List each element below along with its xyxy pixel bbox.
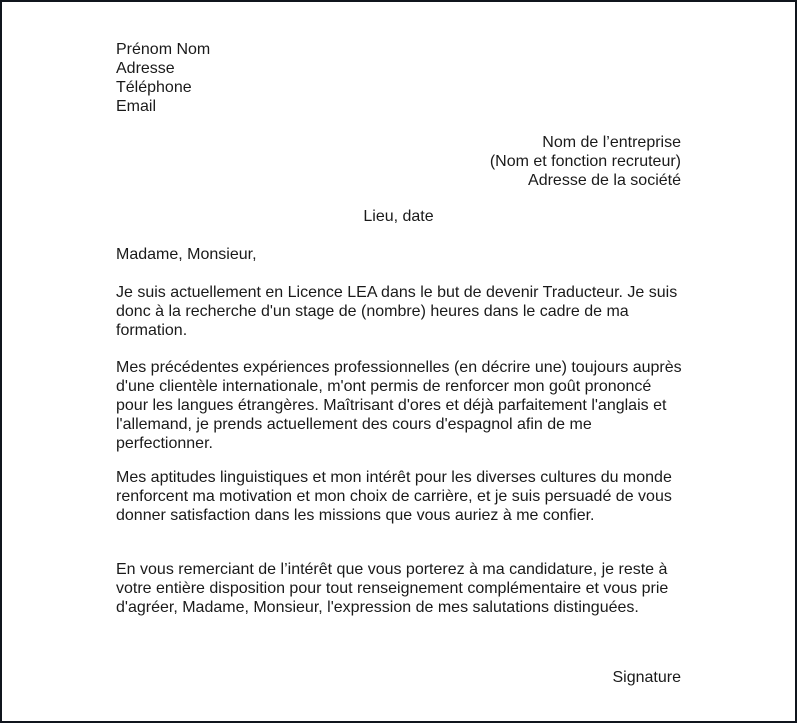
text-line: Email xyxy=(116,98,157,115)
text-line: d'agréer, Madame, Monsieur, l'expression de mes salutations distinguées. xyxy=(116,599,639,616)
text-line: votre entière disposition pour tout renseignement complémentaire et vous prie xyxy=(116,580,669,597)
text-line: d'une clientèle internationale, m'ont permis de renforcer mon goût prononcé xyxy=(116,378,652,395)
text-line: Mes aptitudes linguistiques et mon intérêt pour les diverses cultures du monde xyxy=(116,469,672,486)
body-paragraph-3 xyxy=(116,468,681,525)
text-line: l'allemand, je prends actuellement des cours d'espagnol afin de me xyxy=(116,416,592,433)
text-line: pour les langues étrangères. Maîtrisant d'ores et déjà parfaitement l'anglais et xyxy=(116,397,667,414)
text-line: formation. xyxy=(116,322,188,339)
signature-label: Signature xyxy=(612,669,681,686)
text-line: Nom de l’entreprise xyxy=(542,134,681,151)
sender-address-block xyxy=(116,40,681,116)
text-line: renforcent ma motivation et mon choix de carrière, et je suis persuadé de vous xyxy=(116,488,672,505)
text-line: donc à la recherche d'un stage de (nombre) heures dans le cadre de ma xyxy=(116,303,629,320)
salutation: Madame, Monsieur, xyxy=(116,246,257,263)
text-line: Adresse xyxy=(116,60,175,77)
recipient-address-block xyxy=(116,133,681,190)
text-line: Téléphone xyxy=(116,79,192,96)
text-line: En vous remerciant de l’intérêt que vous porterez à ma candidature, je reste à xyxy=(116,561,668,578)
text-line: Mes précédentes expériences professionnelles (en décrire une) toujours auprès xyxy=(116,359,682,376)
body-paragraph-4 xyxy=(116,560,681,617)
text-line: perfectionner. xyxy=(116,435,213,452)
text-line: donner satisfaction dans les missions que vous auriez à me confier. xyxy=(116,507,595,524)
place-and-date: Lieu, date xyxy=(363,208,434,225)
text-line: Prénom Nom xyxy=(116,41,211,58)
text-line: Je suis actuellement en Licence LEA dans le but de devenir Traducteur. Je suis xyxy=(116,284,678,301)
body-paragraph-1 xyxy=(116,283,681,340)
text-line: (Nom et fonction recruteur) xyxy=(489,153,681,170)
text-line: Adresse de la société xyxy=(528,172,681,189)
body-paragraph-2 xyxy=(116,358,681,453)
